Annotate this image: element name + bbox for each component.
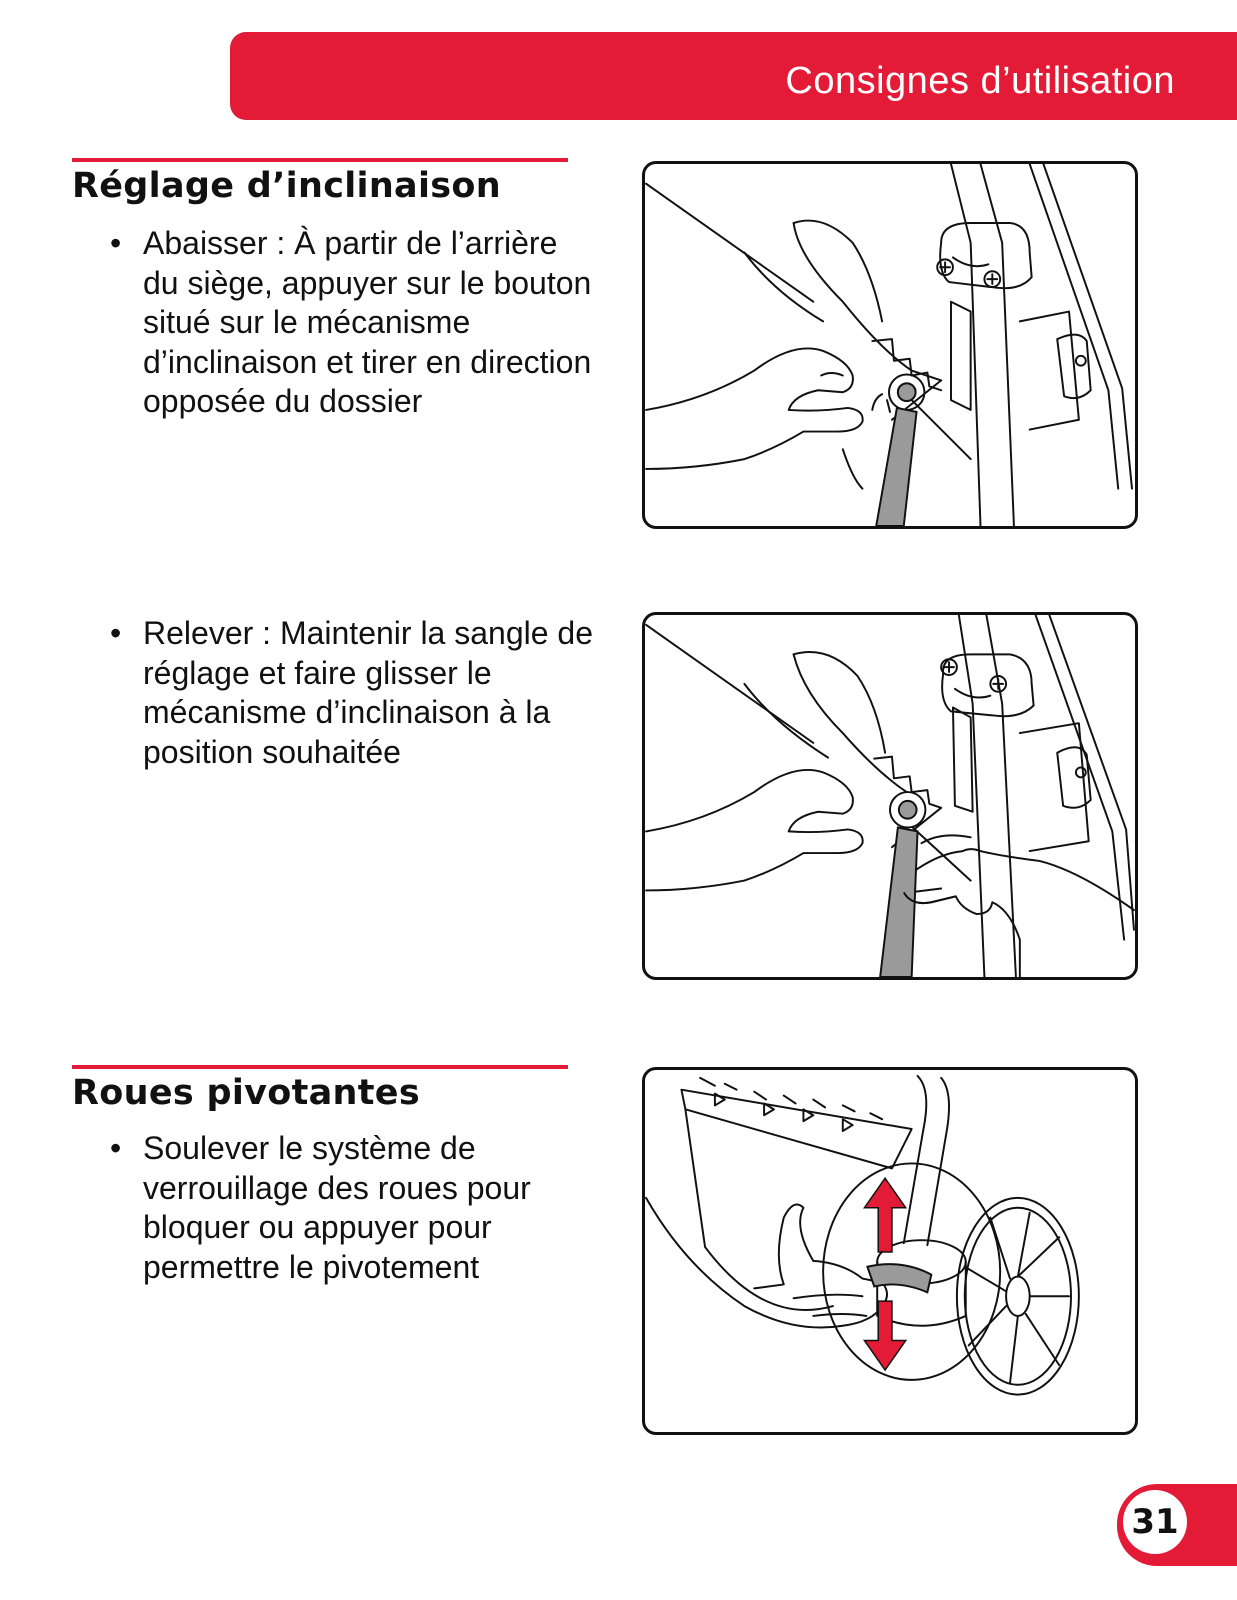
section-rule [72,1065,568,1069]
section-title: Réglage d’inclinaison [72,166,501,206]
bullet-icon: • [110,1130,122,1166]
header-title: Consignes d’utilisation [785,60,1175,102]
header-bar [230,32,1237,120]
bullet-text: Abaisser : À partir de l’arrière du siège, appuyer sur le bouton situé sur le mécanisme d’inclinaison et tirer en direction opposée du dossier [143,225,592,419]
illustration-recline-raise [642,612,1138,980]
bullet-text: Relever : Maintenir la sangle de réglage et faire glisser le mécanisme d’inclinaison à la position souhaitée [143,615,594,770]
section-recline [72,158,572,206]
bullet-item-lower [110,224,610,422]
page-number-tab [1117,1484,1237,1566]
section-rule [72,158,568,162]
bullet-item-raise [110,614,610,772]
page-number: 31 [1123,1490,1187,1554]
illustration-swivel-wheel [642,1067,1138,1435]
section-swivel-wheels [72,1065,572,1113]
illustration-recline-lower [642,161,1138,529]
bullet-icon: • [110,615,122,651]
section-title: Roues pivotantes [72,1073,420,1113]
recline-raise-drawing [645,615,1135,977]
bullet-icon: • [110,225,122,261]
swivel-wheel-drawing [645,1070,1135,1432]
bullet-text: Soulever le système de verrouillage des roues pour bloquer ou appuyer pour permettre le pivotement [143,1130,531,1285]
bullet-item-swivel [110,1129,610,1287]
recline-lower-drawing [645,164,1135,526]
